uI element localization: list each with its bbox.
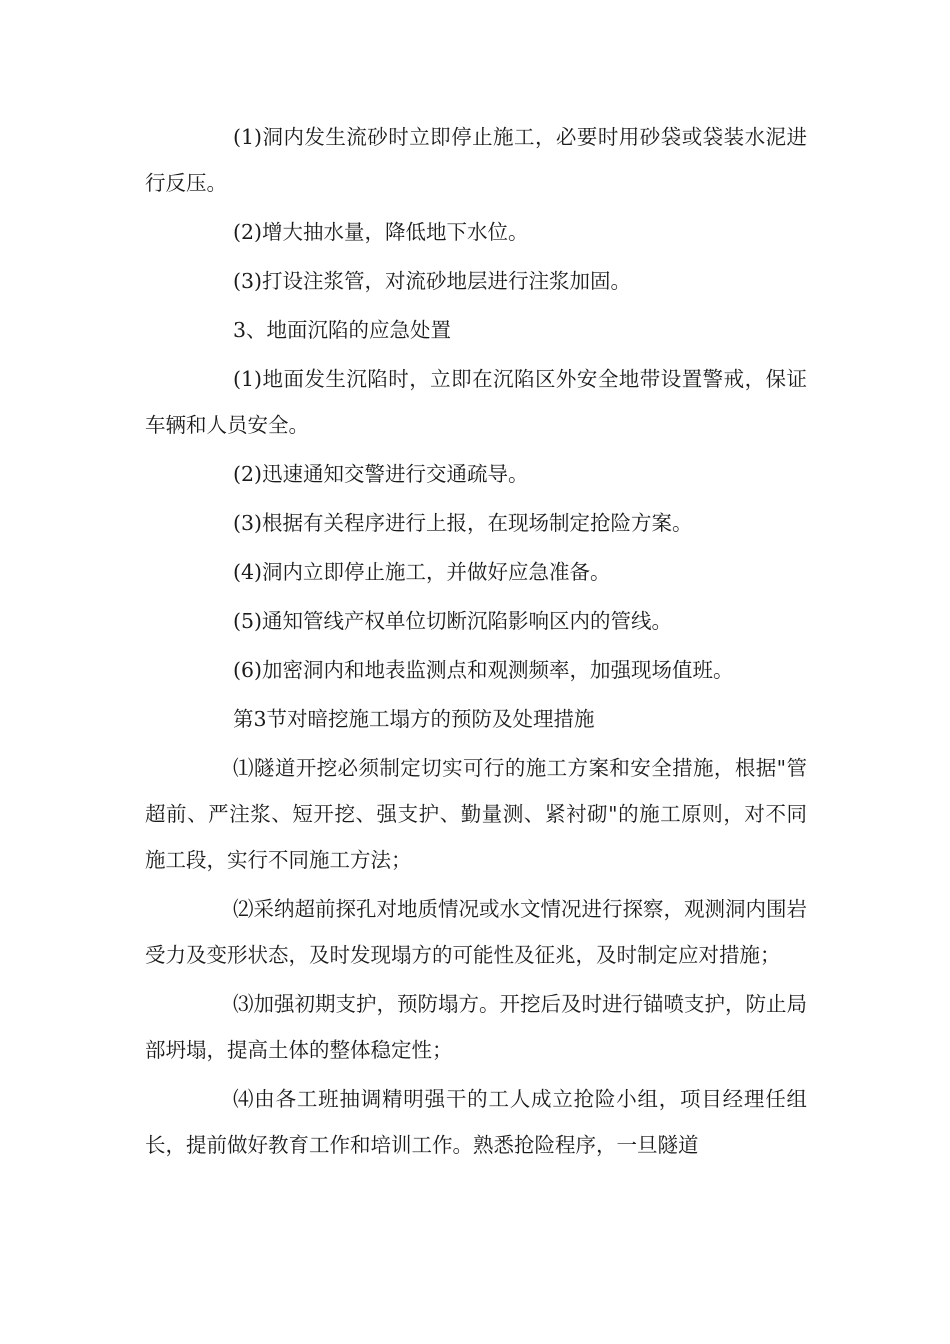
paragraph-monitoring: (6)加密洞内和地表监测点和观测频率，加强现场值班。 <box>233 658 734 682</box>
paragraph-grouting-pipe: (3)打设注浆管，对流砂地层进行注浆加固。 <box>233 269 632 293</box>
paragraph-initial-support: ⑶加强初期支护，预防塌方。开挖后及时进行锚喷支护，防止局部坍塌，提高土体的整体稳定性； <box>145 992 807 1062</box>
paragraph-rescue-team: ⑷由各工班抽调精明强干的工人成立抢险小组，项目经理任组长，提前做好教育工作和培训工作。熟悉抢险程序，一旦隧道 <box>145 1087 807 1157</box>
section-heading-collapse-prevention: 第3节对暗挖施工塌方的预防及处理措施 <box>233 707 595 731</box>
paragraph-advance-probing: ⑵采纳超前探孔对地质情况或水文情况进行探察，观测洞内围岩受力及变形状态，及时发现塌方的可能性及征兆，及时制定应对措施； <box>145 897 807 967</box>
paragraph-cut-pipelines: (5)通知管线产权单位切断沉陷影响区内的管线。 <box>233 609 673 633</box>
paragraph-report-plan: (3)根据有关程序进行上报，在现场制定抢险方案。 <box>233 511 693 535</box>
paragraph-notify-traffic-police: (2)迅速通知交警进行交通疏导。 <box>233 462 529 486</box>
paragraph-quicksand-stop: (1)洞内发生流砂时立即停止施工，必要时用砂袋或袋装水泥进行反压。 <box>145 125 807 195</box>
paragraph-stop-construction: (4)洞内立即停止施工，并做好应急准备。 <box>233 560 611 584</box>
section-heading-ground-subsidence: 3、地面沉陷的应急处置 <box>233 318 452 342</box>
paragraph-increase-pumping: (2)增大抽水量，降低地下水位。 <box>233 220 529 244</box>
paragraph-subsidence-warning: (1)地面发生沉陷时，立即在沉陷区外安全地带设置警戒，保证车辆和人员安全。 <box>145 367 807 437</box>
paragraph-tunnel-excavation: ⑴隧道开挖必须制定切实可行的施工方案和安全措施，根据"管超前、严注浆、短开挖、强支护、勤量测、紧衬砌"的施工原则，对不同施工段，实行不同施工方法； <box>145 756 807 872</box>
document-body <box>145 114 807 1168</box>
